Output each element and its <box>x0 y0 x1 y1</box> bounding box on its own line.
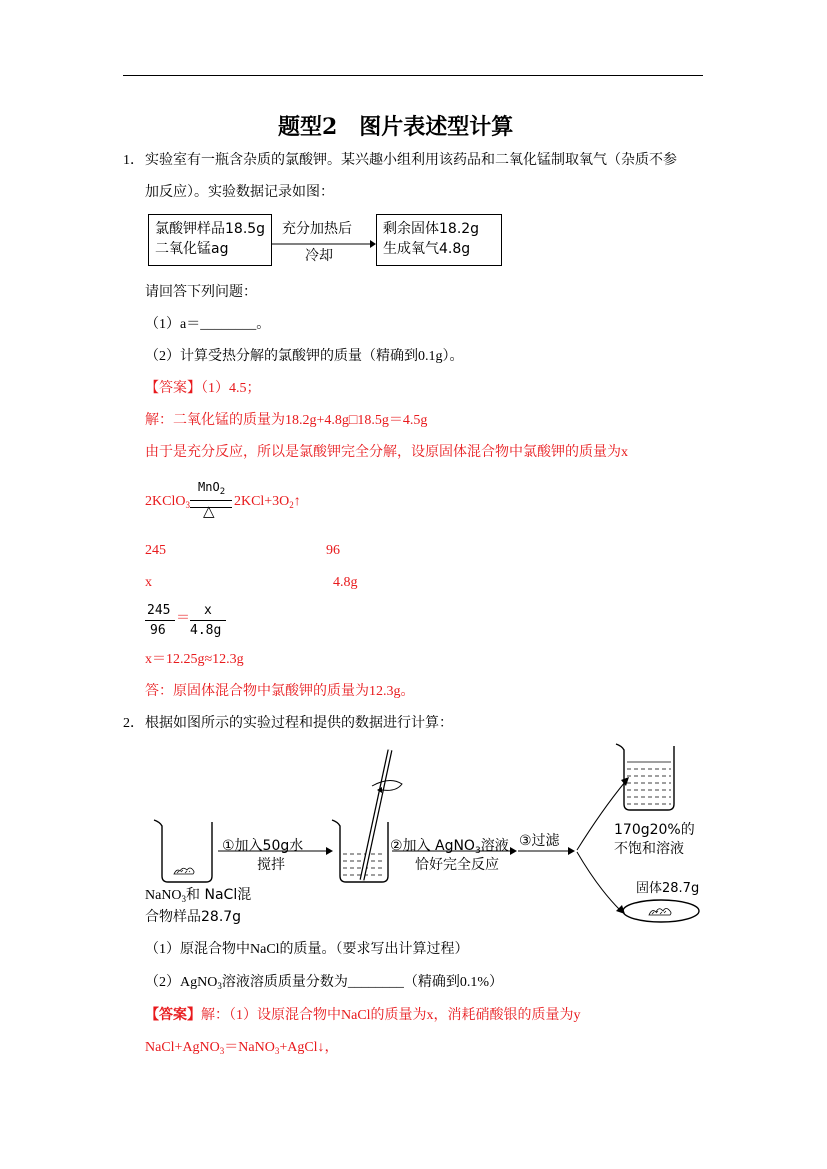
q1-ratio-b: 96 <box>326 543 340 558</box>
q1-frac1-bar <box>145 620 175 621</box>
q1-answer-1: （1）4.5； <box>201 381 261 396</box>
q2-step1-top: ①加入50g水 <box>222 838 304 854</box>
q1-catalyst-text: MnO <box>198 480 220 494</box>
q2-eq-c: +AgCl↓， <box>279 1040 339 1055</box>
q2-sample-line1 <box>145 887 251 904</box>
q2-sub2 <box>145 975 503 991</box>
q1-text-line1: 实验室有一瓶含杂质的氯酸钾。某兴趣小组利用该药品和二氧化锰制取氧气（杂质不参 <box>145 153 677 168</box>
q2-step2-top-b: 溶液 <box>480 838 509 854</box>
q2-step2-bottom: 恰好完全反应 <box>415 857 499 873</box>
q1-solution-line2: 由于是充分反应，所以是氯酸钾完全分解，设原固体混合物中氯酸钾的质量为x <box>145 445 628 460</box>
q1-eq-condition: △ <box>203 504 215 520</box>
q2-sub2-b: 溶液溶质质量分数为________（精确到0.1%） <box>221 975 504 990</box>
q2-answer-tag: 【答案】 <box>145 1008 201 1023</box>
q2-sub1: （1）原混合物中NaCl的质量。（要求写出计算过程） <box>145 942 469 957</box>
q1-eq-left-sub: 3 <box>185 500 190 510</box>
q1-frac2-den: 4.8g <box>190 623 222 638</box>
q2-solid-label: 固体28.7g <box>636 881 700 896</box>
q2-eq-sub2: 3 <box>274 1046 280 1056</box>
q2-step2-top-a: ②加入 AgNO <box>390 838 475 854</box>
evaporating-dish-icon <box>623 900 699 922</box>
q2-sample-sub: 3 <box>181 894 187 904</box>
q2-sub2-sub: 3 <box>217 981 222 991</box>
q1-sub2: （2）计算受热分解的氯酸钾的质量（精确到0.1g）。 <box>145 349 464 364</box>
q2-number: 2． <box>123 716 144 731</box>
q1-frac2-bar <box>190 620 226 621</box>
q2-eq-a: NaCl+AgNO <box>145 1040 220 1055</box>
q1-frac1-num: 245 <box>147 603 171 618</box>
q1-ratio-d: 4.8g <box>333 575 358 590</box>
branch-down-arrow <box>577 852 620 910</box>
q2-sub2-a: （2）AgNO <box>145 975 218 990</box>
q1-reactant-box <box>148 214 272 266</box>
q2-sample-a: NaNO <box>145 888 182 903</box>
q1-product-line2: 生成氧气4.8g <box>383 241 471 257</box>
q2-answer-text: 解：（1）设原混合物中NaCl的质量为x，消耗硝酸银的质量为y <box>201 1008 581 1023</box>
q1-eq-right-sub: 2 <box>289 500 294 510</box>
q1-reactant-line2: 二氧化锰ag <box>155 241 229 257</box>
q1-conclusion: 答：原固体混合物中氯酸钾的质量为12.3g。 <box>145 684 415 699</box>
q2-answer <box>145 1008 581 1024</box>
q2-solution-line1: 170g20%的 <box>614 822 695 838</box>
beaker-stirring-icon <box>332 750 402 882</box>
q2-equation <box>145 1040 339 1056</box>
q1-arrow <box>272 236 376 246</box>
q1-eq-arrow: ↑ <box>293 494 301 509</box>
q1-eq-left: 2KClO <box>145 494 186 509</box>
q2-sample-line2: 合物样品28.7g <box>145 909 242 925</box>
q1-frac-equals: ＝ <box>176 611 190 626</box>
q1-answer-tag: 【答案】 <box>145 381 201 396</box>
q1-catalyst <box>198 480 226 497</box>
q1-ratio-c: x <box>145 575 152 590</box>
q1-number: 1． <box>123 153 144 168</box>
q2-eq-b: ＝NaNO <box>224 1040 275 1055</box>
q2-step3: ③过滤 <box>519 833 560 849</box>
beaker-sample-icon <box>154 820 212 882</box>
q2-sample-b: 和 NaCl混 <box>186 887 252 903</box>
q1-arrow-label-top: 充分加热后 <box>282 221 352 237</box>
q2-step1-bottom: 搅拌 <box>257 857 285 873</box>
beaker-solution-icon <box>616 744 674 810</box>
page-title: 题型2 图片表述型计算 <box>278 114 514 140</box>
q1-product-box <box>376 214 502 266</box>
q1-sub1: （1）a＝________。 <box>145 317 271 332</box>
q1-result: x＝12.25g≈12.3g <box>145 652 244 667</box>
q1-ratio-a: 245 <box>145 543 166 558</box>
q2-eq-sub1: 3 <box>219 1046 225 1056</box>
q1-frac2-num: x <box>204 603 212 618</box>
q1-product-line1: 剩余固体18.2g <box>383 221 480 237</box>
q2-step2-top <box>390 835 509 855</box>
q1-reactant-line1: 氯酸钾样品18.5g <box>155 221 266 237</box>
q1-eq-right: 2KCl+3O <box>233 494 290 509</box>
q2-text-line1: 根据如图所示的实验过程和提供的数据进行计算： <box>145 716 453 731</box>
q2-step2-top-sub: 3 <box>474 846 481 856</box>
q2-solution-line2: 不饱和溶液 <box>614 841 684 857</box>
q1-arrow-label-bottom: 冷却 <box>305 248 333 264</box>
q1-answer <box>145 381 261 397</box>
q1-frac1-den: 96 <box>150 623 166 638</box>
header-rule <box>123 75 703 76</box>
q1-solution-line1: 解：二氧化锰的质量为18.2g+4.8g□18.5g＝4.5g <box>145 413 428 428</box>
q1-text-line2: 加反应）。实验数据记录如图： <box>145 185 334 200</box>
q1-prompt: 请回答下列问题： <box>145 285 257 300</box>
q1-catalyst-sub: 2 <box>219 487 226 497</box>
